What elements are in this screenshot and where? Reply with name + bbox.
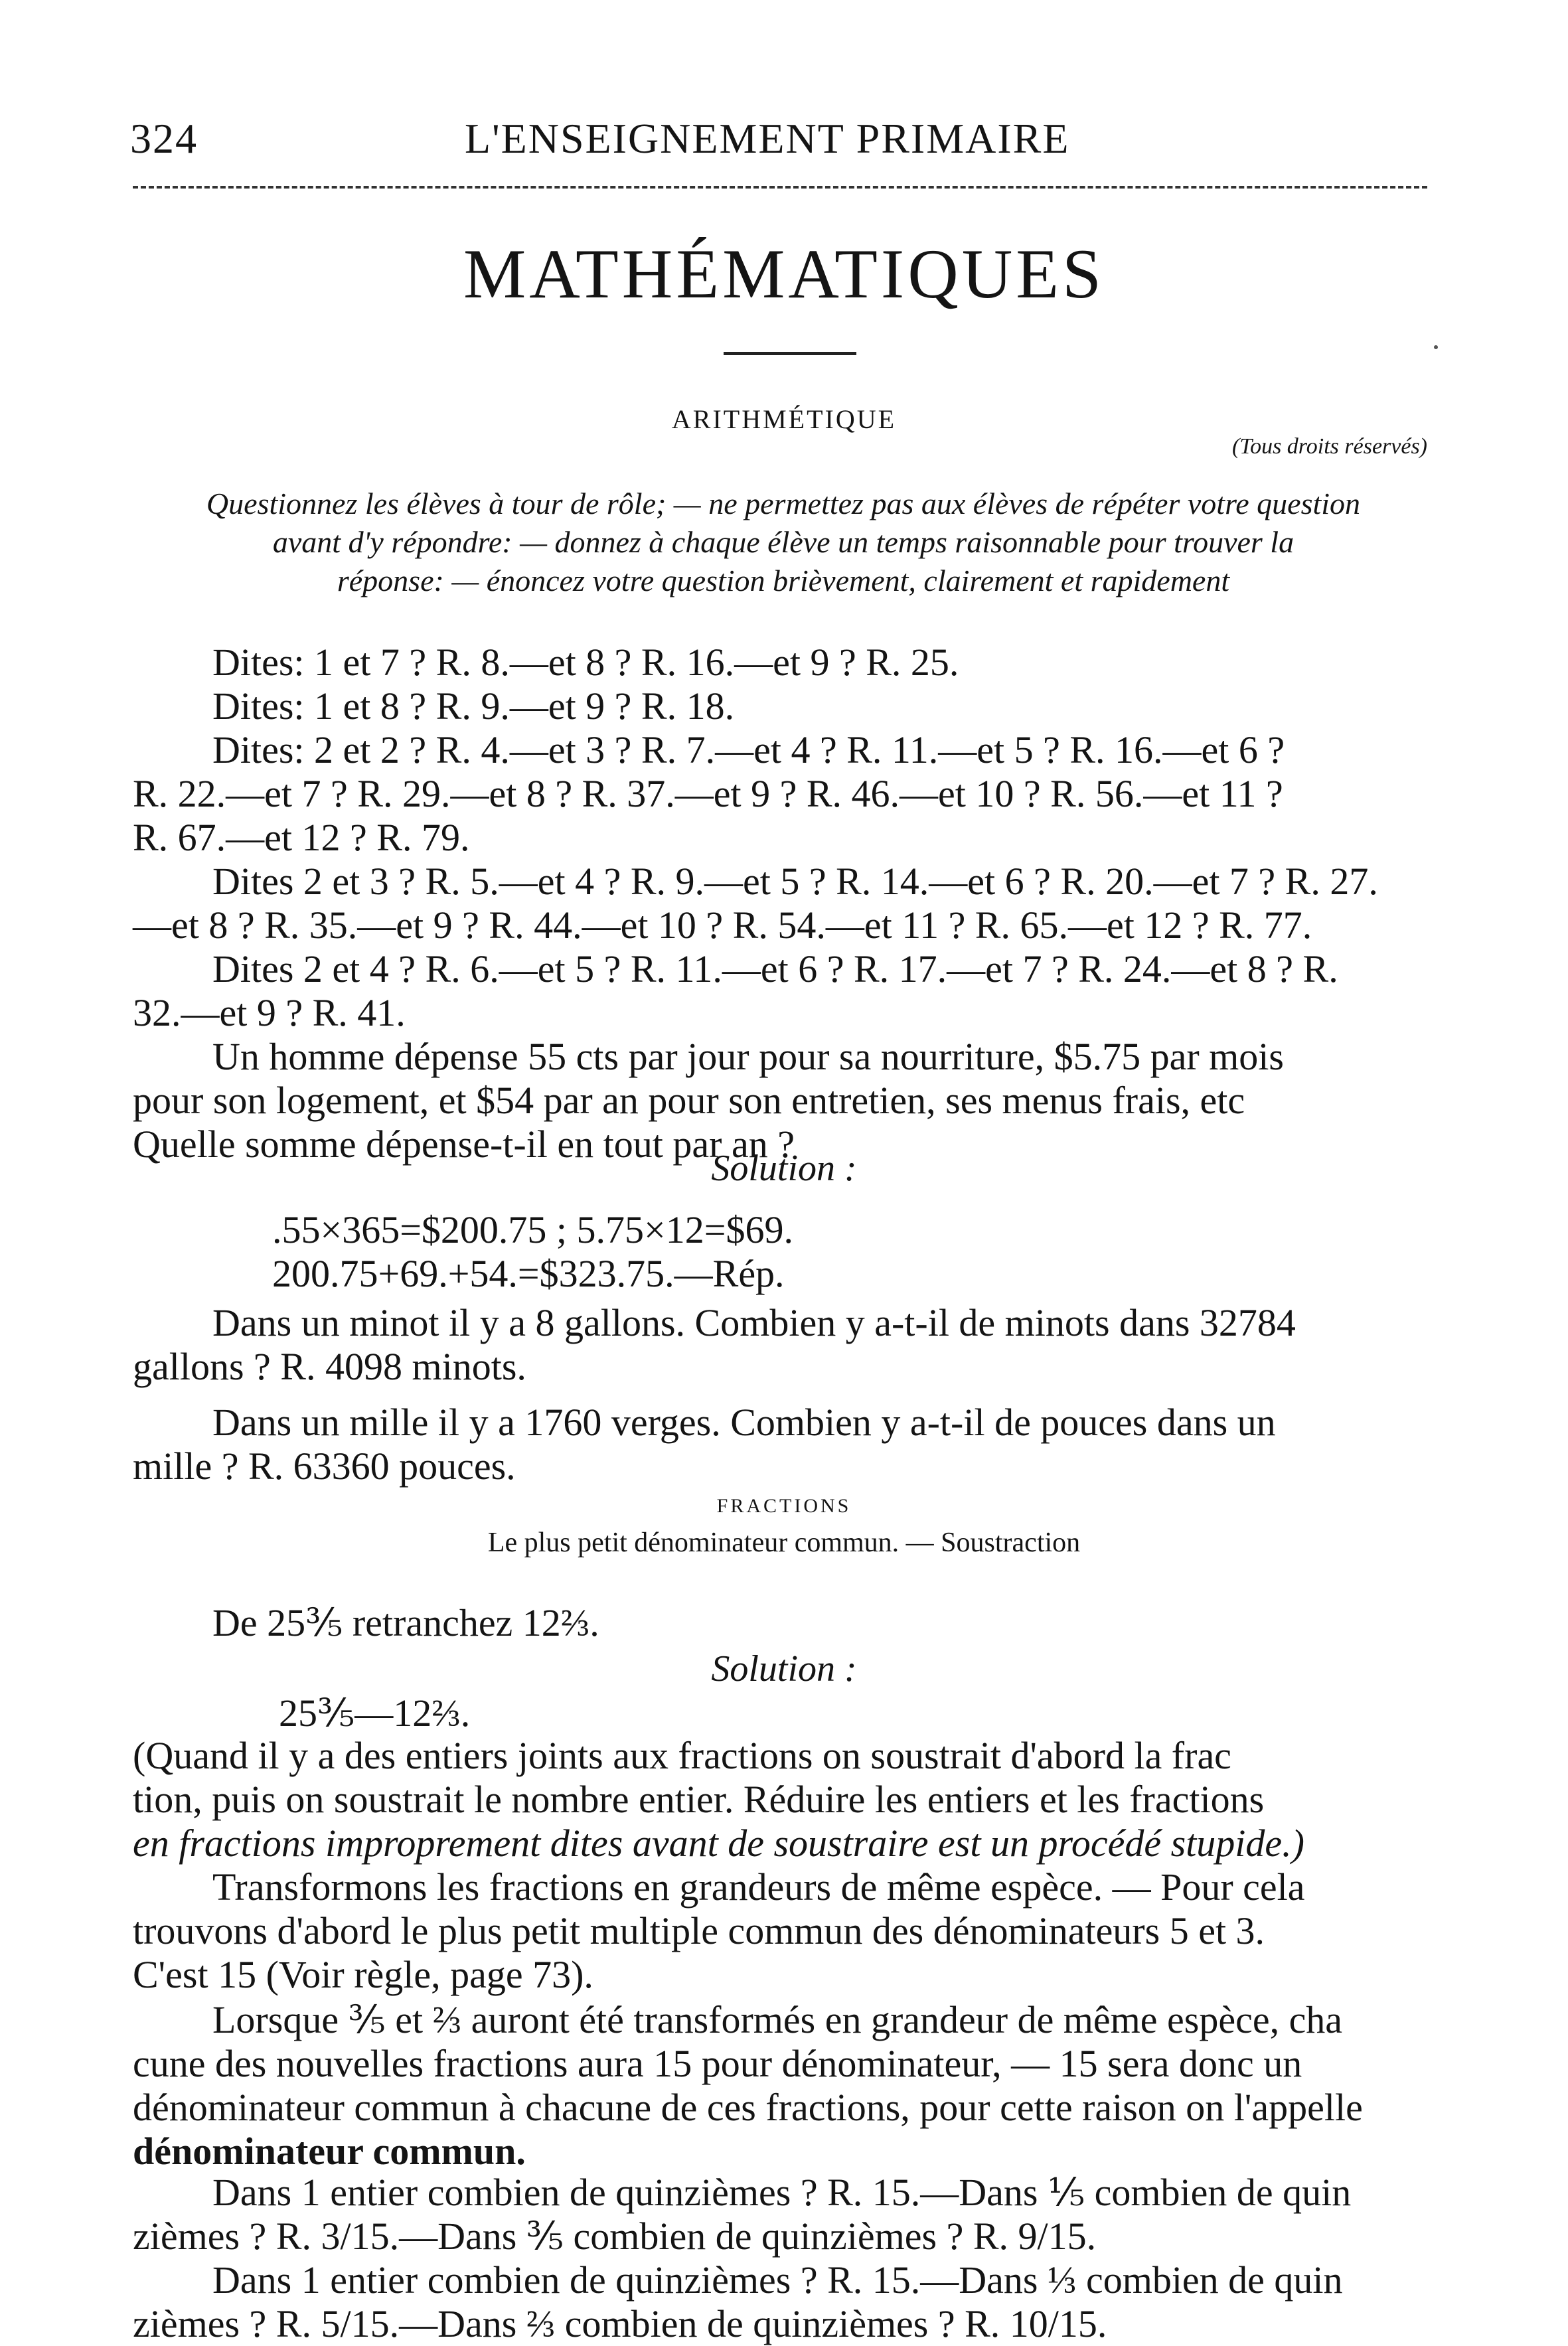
paragraph-line: trouvons d'abord le plus petit multiple commun des dénominateurs 5 et 3. [133, 1909, 1265, 1952]
paragraph-line: cune des nouvelles fractions aura 15 pour dénominateur, — 15 sera donc un [133, 2042, 1302, 2085]
key-term: dénominateur commun. [133, 2130, 526, 2173]
running-title: L'ENSEIGNEMENT PRIMAIRE [465, 115, 1070, 162]
problem-line: Dans un minot il y a 8 gallons. Combien y a-t-il de minots dans 32784 [212, 1301, 1296, 1344]
paragraph-line: Transformons les fractions en grandeurs de même espèce. — Pour cela [212, 1865, 1305, 1909]
solution-label-2: Solution : [711, 1648, 857, 1689]
rights-notice: (Tous droits réservés) [1231, 434, 1427, 459]
header-rule [133, 186, 1427, 189]
paragraph-line: C'est 15 (Voir règle, page 73). [133, 1953, 593, 1996]
instruction-line: Questionnez les élèves à tour de rôle; — ne permettez pas aux élèves de répéter votre question [206, 487, 1361, 520]
solution-line: .55×365=$200.75 ; 5.75×12=$69. [272, 1208, 793, 1251]
drill-line: Dites: 2 et 2 ? R. 4.—et 3 ? R. 7.—et 4 ? R. 11.—et 5 ? R. 16.—et 6 ? [212, 728, 1285, 771]
paragraph-line: dénominateur commun à chacune de ces fractions, pour cette raison on l'appelle [133, 2086, 1363, 2129]
common-denominator-paragraph [133, 1998, 1434, 2173]
fractions-heading: FRACTIONS [716, 1495, 852, 1517]
drill-line: Dites: 1 et 7 ? R. 8.—et 8 ? R. 16.—et 9 ? R. 25. [212, 641, 959, 684]
instruction-line: avant d'y répondre: — donnez à chaque élève un temps raisonnable pour trouver la [272, 525, 1294, 559]
drill-line: Dites 2 et 4 ? R. 6.—et 5 ? R. 11.—et 6 ? R. 17.—et 7 ? R. 24.—et 8 ? R. [212, 947, 1338, 990]
explanation-line: (Quand il y a des entiers joints aux fractions on soustrait d'abord la frac [133, 1734, 1231, 1777]
problem-line: mille ? R. 63360 pouces. [133, 1445, 516, 1488]
quinziemes-drills [133, 2171, 1434, 2346]
mental-drills [133, 641, 1434, 1035]
solution-line: 200.75+69.+54.=$323.75.—Rép. [272, 1252, 785, 1295]
fractions-subheading: Le plus petit dénominateur commun. — Soustraction [487, 1527, 1081, 1558]
teacher-instructions [133, 485, 1434, 600]
drill-line: zièmes ? R. 5/15.—Dans ⅔ combien de quinzièmes ? R. 10/15. [133, 2302, 1107, 2345]
problem-line: pour son logement, et $54 par an pour son entretien, ses menus frais, etc [133, 1079, 1245, 1122]
explanation-line: tion, puis on soustrait le nombre entier. Réduire les entiers et les fractions [133, 1778, 1265, 1821]
paragraph-line: Lorsque ⅗ et ⅔ auront été transformés en grandeur de même espèce, cha [212, 1998, 1343, 2041]
solution-subtraction: 25⅗—12⅔. [279, 1691, 471, 1735]
explanation-note [133, 1734, 1434, 1865]
instruction-line: réponse: — énoncez votre question brièvement, clairement et rapidement [337, 564, 1230, 597]
page-number: 324 [130, 115, 198, 162]
drill-line: R. 67.—et 12 ? R. 79. [133, 816, 470, 859]
solution-label: Solution : [711, 1148, 857, 1189]
problem-gallons [133, 1301, 1434, 1389]
solution-expenses [272, 1208, 793, 1296]
section-title: MATHÉMATIQUES [463, 235, 1105, 313]
drill-line: Dites 2 et 3 ? R. 5.—et 4 ? R. 9.—et 5 ? R. 14.—et 6 ? R. 20.—et 7 ? R. 27. [212, 860, 1378, 903]
problem-line: Quelle somme dépense-t-il en tout par an ? [133, 1123, 795, 1166]
problem-line: Un homme dépense 55 cts par jour pour sa nourriture, $5.75 par mois [212, 1035, 1284, 1078]
subsection-heading: ARITHMÉTIQUE [671, 404, 897, 434]
problem-line: Dans un mille il y a 1760 verges. Combien y a-t-il de pouces dans un [212, 1401, 1276, 1444]
explanation-line: en fractions improprement dites avant de soustraire est un procédé stupide.) [133, 1822, 1304, 1865]
problem-mile [133, 1401, 1434, 1488]
scan-speck [1434, 345, 1438, 349]
drill-line: Dites: 1 et 8 ? R. 9.—et 9 ? R. 18. [212, 684, 735, 728]
title-rule [724, 352, 856, 355]
drill-line: zièmes ? R. 3/15.—Dans ⅗ combien de quinzièmes ? R. 9/15. [133, 2215, 1097, 2258]
problem-line: De 25⅗ retranchez 12⅔. [212, 1601, 599, 1644]
drill-line: Dans 1 entier combien de quinzièmes ? R. 15.—Dans ⅓ combien de quin [212, 2258, 1343, 2302]
transform-paragraph [133, 1865, 1434, 1997]
drill-line: Dans 1 entier combien de quinzièmes ? R. 15.—Dans ⅕ combien de quin [212, 2171, 1352, 2214]
problem-line: gallons ? R. 4098 minots. [133, 1345, 526, 1388]
drill-line: R. 22.—et 7 ? R. 29.—et 8 ? R. 37.—et 9 ? R. 46.—et 10 ? R. 56.—et 11 ? [133, 772, 1283, 815]
drill-line: 32.—et 9 ? R. 41. [133, 991, 406, 1034]
problem-subtraction [133, 1601, 1434, 1645]
drill-line: —et 8 ? R. 35.—et 9 ? R. 44.—et 10 ? R. 54.—et 11 ? R. 65.—et 12 ? R. 77. [133, 903, 1312, 947]
